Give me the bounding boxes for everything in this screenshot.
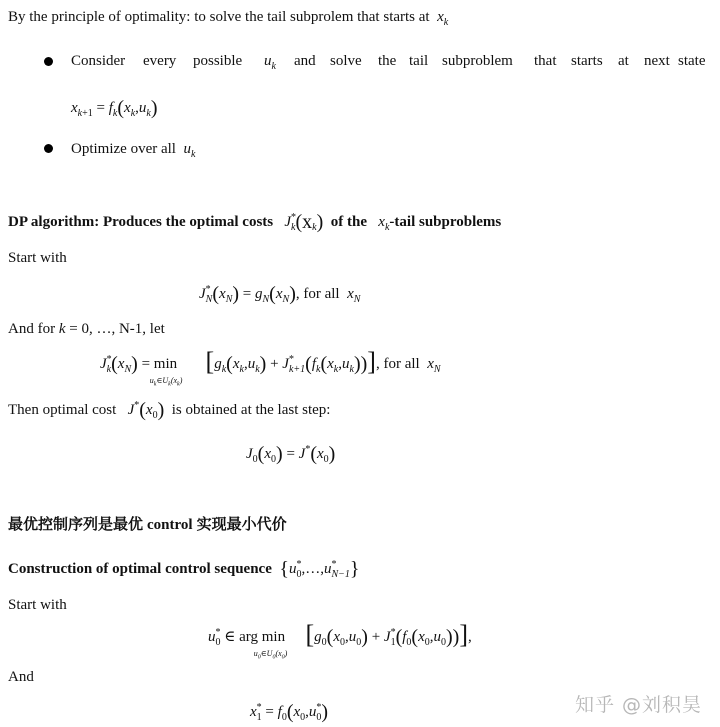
cn-heading xyxy=(8,514,287,535)
bullet-dot-1 xyxy=(44,57,53,66)
cn-heading-b: control xyxy=(147,517,193,533)
dp-start-with: Start with xyxy=(8,250,67,266)
dp-heading-func: J xyxy=(284,214,292,230)
dp-heading-text: of the xyxy=(330,214,368,230)
bullet-1-word: possible xyxy=(193,53,243,69)
intro-line xyxy=(8,7,448,29)
bullet-dot-2 xyxy=(44,144,53,153)
bullet-2-var-sub: k xyxy=(190,149,196,160)
dp-heading-func-sub: k xyxy=(291,222,296,233)
bullet-1-word: subproblem xyxy=(442,53,513,69)
cn-heading-a: 最优控制序列是最优 xyxy=(8,515,144,533)
construction-arg: arg xyxy=(239,629,258,645)
dp-for-k-rest: = 0, …, N-1, let xyxy=(69,321,165,337)
eq1-lhs: J xyxy=(199,286,206,302)
optimal-cost-equation: $J_0(x_0) = J^*(x_0)$ xyxy=(246,443,336,465)
eq2-tail: , for all xyxy=(375,356,420,372)
dp-then-b: is obtained at the last step: xyxy=(171,402,331,418)
construction-heading-text: Construction of optimal control sequence xyxy=(8,561,272,577)
dp-then-line: Then optimal cost $J^*(x_0)$ is obtained at the last step: xyxy=(8,399,331,421)
bullet-2-var: u xyxy=(183,141,191,157)
dp-then-a: Then optimal cost xyxy=(8,402,117,418)
bullet-1-word: starts xyxy=(571,53,603,69)
bullet-1-word: the xyxy=(378,53,397,69)
bullet-1-var: u xyxy=(264,53,272,69)
bullet-1-word: every xyxy=(143,53,177,69)
state-equation: $x_{k+1} = f_k(x_k,u_k)$ xyxy=(71,97,158,119)
bullet-2-text: Optimize over all xyxy=(71,141,176,157)
bullet-1-var-sub: k xyxy=(271,61,276,72)
bullet-1-word: Consider xyxy=(71,53,126,69)
cn-heading-c: 实现最小代价 xyxy=(196,515,287,533)
construction-min: min xyxy=(261,629,286,645)
bellman-equation: $J^*_k(x_N) = \min$ $u_k\in U_k(x_k)$ $[g_k(x_k,u_k) + J^*_{k+1}(f_k(x_k,u_k))]$, for all $x_N$ xyxy=(100,347,441,388)
bellman-min: min xyxy=(153,356,178,372)
bullet-1-word: at xyxy=(618,53,629,69)
dp-for-k: And for xyxy=(8,321,56,337)
construction-and: And xyxy=(8,669,34,685)
terminal-cost-equation: $J^*_N(x_N) = g_N(x_N)$, for all $x_N$ xyxy=(199,283,361,305)
dp-heading-text: -tail subproblems xyxy=(389,214,502,230)
intro-var-sub: k xyxy=(443,17,449,28)
bullet-1-word: next xyxy=(644,53,670,69)
dp-heading-arg-close: ) xyxy=(316,211,324,233)
dp-heading-var-sub: k xyxy=(384,222,390,233)
bullet-1-word: that xyxy=(534,53,557,69)
first-control-equation: $u^*_0$ ∈ arg min $u_0\in U_0(x_0)$ $[g_0(x_0,u_0) + J^*_1(f_0(x_0,u_0))]$, xyxy=(208,620,472,661)
dp-heading xyxy=(8,210,501,234)
bullet-1-word: solve xyxy=(330,53,362,69)
dp-heading-arg-sub: k xyxy=(312,222,317,233)
bullet-2-line xyxy=(71,139,195,161)
bullet-1-word: and xyxy=(294,53,316,69)
dp-k-var: k xyxy=(58,321,66,337)
dp-heading-text: DP algorithm: Produces the optimal costs xyxy=(8,214,274,230)
dp-heading-func-sup: * xyxy=(291,212,297,223)
construction-start-with: Start with xyxy=(8,597,67,613)
dp-loop-line xyxy=(8,319,165,339)
intro-var: x xyxy=(437,9,444,25)
next-state-equation: $x^*_1 = f_0(x_0,u^*_0)$ xyxy=(250,701,329,723)
dp-heading-arg: (x xyxy=(295,211,313,233)
construction-heading: Construction of optimal control sequence $\{u^*_0,\dots,u^*_{N-1}\}$ xyxy=(8,558,360,580)
intro-text: By the principle of optimality: to solve the tail subprolem that starts at xyxy=(8,9,430,25)
eq1-tail: , for all xyxy=(295,286,340,302)
zhihu-watermark: 知乎 @刘积昊 xyxy=(574,694,702,716)
dp-heading-var: x xyxy=(378,214,385,230)
bullet-1-word: tail xyxy=(409,53,429,69)
bullet-1-word: state xyxy=(678,53,706,69)
